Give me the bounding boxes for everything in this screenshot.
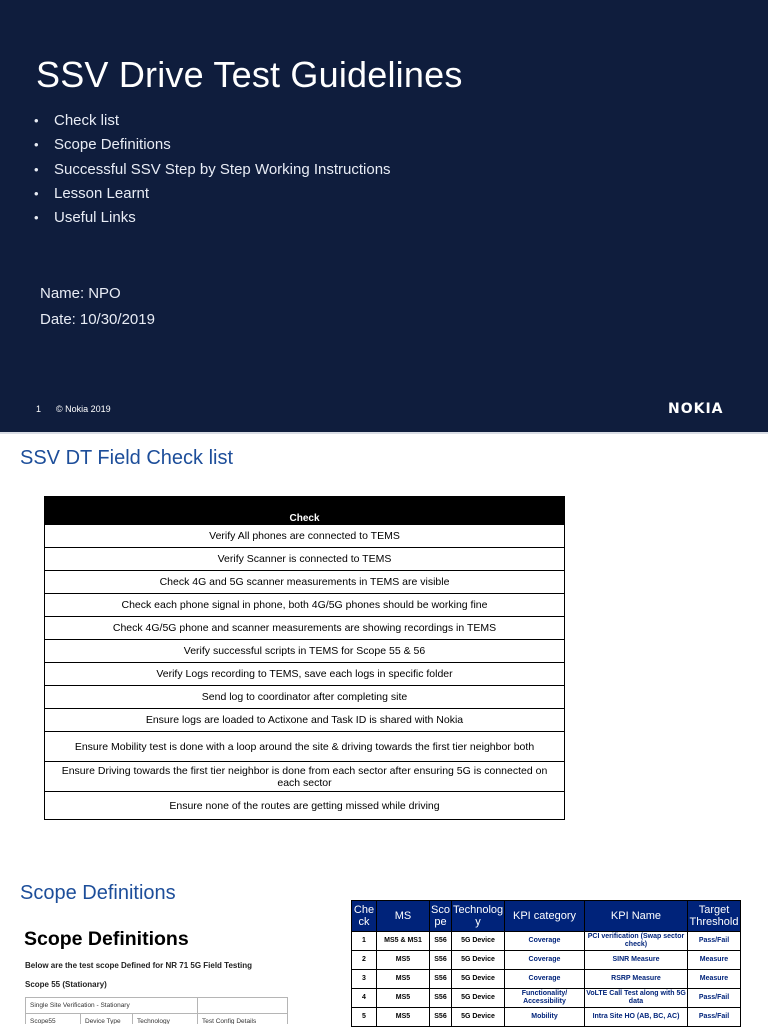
kpi-cell: S56 xyxy=(430,932,452,951)
kpi-cell: 5G Device xyxy=(452,932,505,951)
scope-config-cell: Test Config Details xyxy=(198,1014,288,1025)
kpi-cell: 5G Device xyxy=(452,970,505,989)
checklist-row: Verify All phones are connected to TEMS xyxy=(45,525,565,548)
kpi-cell: PCI verification (Swap sector check) xyxy=(585,932,688,951)
scope-config-cell: Single Site Verification - Stationary xyxy=(26,998,198,1014)
kpi-row xyxy=(352,932,741,951)
name-label: Name: xyxy=(40,285,85,302)
agenda-item-label: Successful SSV Step by Step Working Instructions xyxy=(54,160,391,178)
kpi-header: MS xyxy=(377,901,430,932)
kpi-cell: Pass/Fail xyxy=(688,932,741,951)
agenda-item-label: Scope Definitions xyxy=(54,136,171,154)
scope-definitions-panel xyxy=(0,908,300,1024)
panel-scope-label: Scope 55 (Stationary) xyxy=(25,980,107,989)
checklist-row: Ensure Driving towards the first tier neighbor is done from each sector after ensuring 5G is connected on each sector xyxy=(45,762,565,792)
bullet-icon: • xyxy=(34,161,39,177)
kpi-cell: MS5 xyxy=(377,1008,430,1027)
kpi-cell: Mobility xyxy=(505,1008,585,1027)
kpi-cell: 3 xyxy=(352,970,377,989)
kpi-cell: 5 xyxy=(352,1008,377,1027)
kpi-cell: MS5 & MS1 xyxy=(377,932,430,951)
checklist-header: Check xyxy=(45,497,565,525)
checklist-row: Verify Scanner is connected to TEMS xyxy=(45,548,565,571)
bullet-icon: • xyxy=(34,185,39,201)
kpi-cell: Coverage xyxy=(505,970,585,989)
copyright-text: © Nokia 2019 xyxy=(56,404,111,414)
kpi-cell: Coverage xyxy=(505,932,585,951)
kpi-cell: Intra Site HO (AB, BC, AC) xyxy=(585,1008,688,1027)
kpi-cell: Measure xyxy=(688,951,741,970)
scope-config-cell: Scope55 xyxy=(26,1014,81,1025)
slide-title: SSV Drive Test Guidelines xyxy=(36,54,463,95)
checklist-row: Check each phone signal in phone, both 4G/5G phones should be working fine xyxy=(45,594,565,617)
checklist-row: Check 4G/5G phone and scanner measurements are showing recordings in TEMS xyxy=(45,617,565,640)
checklist-row: Ensure none of the routes are getting missed while driving xyxy=(45,792,565,820)
kpi-cell: S56 xyxy=(430,970,452,989)
kpi-cell: 5G Device xyxy=(452,1008,505,1027)
panel-title: Scope Definitions xyxy=(24,928,189,950)
checklist-row: Ensure logs are loaded to Actixone and Task ID is shared with Nokia xyxy=(45,709,565,732)
date-line xyxy=(40,311,155,328)
kpi-cell: MS5 xyxy=(377,970,430,989)
kpi-cell: 5G Device xyxy=(452,951,505,970)
kpi-cell: 5G Device xyxy=(452,989,505,1008)
date-value: 10/30/2019 xyxy=(79,311,155,328)
kpi-header: KPI category xyxy=(505,901,585,932)
nokia-logo: NOKIA xyxy=(668,401,724,417)
kpi-row xyxy=(352,951,741,970)
kpi-cell: VoLTE Call Test along with 5G data xyxy=(585,989,688,1008)
agenda-item-label: Check list xyxy=(54,112,120,129)
checklist-row: Verify successful scripts in TEMS for Scope 55 & 56 xyxy=(45,640,565,663)
agenda-item-label: Lesson Learnt xyxy=(54,184,150,202)
kpi-row xyxy=(352,989,741,1008)
kpi-cell: 4 xyxy=(352,989,377,1008)
kpi-cell: S56 xyxy=(430,951,452,970)
agenda-item-label: Useful Links xyxy=(54,209,136,227)
kpi-cell: S56 xyxy=(430,1008,452,1027)
scope-config-cell: Device Type xyxy=(81,1014,133,1025)
checklist-table xyxy=(44,496,565,820)
kpi-cell: S56 xyxy=(430,989,452,1008)
kpi-cell: Measure xyxy=(688,970,741,989)
kpi-cell: Pass/Fail xyxy=(688,989,741,1008)
panel-subtitle: Below are the test scope Defined for NR 71 5G Field Testing xyxy=(25,961,253,970)
agenda-item xyxy=(34,208,391,232)
kpi-header: Technolog y xyxy=(452,901,505,932)
kpi-header: Che ck xyxy=(352,901,377,932)
kpi-cell: SINR Measure xyxy=(585,951,688,970)
slide-divider xyxy=(0,432,768,434)
kpi-cell: MS5 xyxy=(377,989,430,1008)
kpi-cell: Coverage xyxy=(505,951,585,970)
checklist-row: Verify Logs recording to TEMS, save each logs in specific folder xyxy=(45,663,565,686)
agenda-list xyxy=(34,111,391,232)
agenda-item xyxy=(34,160,391,184)
scope-config-table xyxy=(25,997,288,1024)
date-label: Date: xyxy=(40,311,76,328)
title-slide xyxy=(0,0,768,432)
kpi-cell: Functionality/ Accessibility xyxy=(505,989,585,1008)
kpi-table xyxy=(351,900,741,1027)
scope-title: Scope Definitions xyxy=(20,882,176,904)
checklist-row: Check 4G and 5G scanner measurements in TEMS are visible xyxy=(45,571,565,594)
kpi-cell: RSRP Measure xyxy=(585,970,688,989)
page-number: 1 xyxy=(36,404,42,414)
checklist-title: SSV DT Field Check list xyxy=(20,447,234,469)
kpi-header: Target Threshold xyxy=(688,901,741,932)
kpi-cell: Pass/Fail xyxy=(688,1008,741,1027)
name-value: NPO xyxy=(88,285,121,302)
bullet-icon: • xyxy=(34,113,39,128)
kpi-header: KPI Name xyxy=(585,901,688,932)
kpi-cell: MS5 xyxy=(377,951,430,970)
agenda-item xyxy=(34,111,391,135)
bullet-icon: • xyxy=(34,137,39,153)
scope-config-cell: Technology xyxy=(133,1014,198,1025)
agenda-item xyxy=(34,184,391,208)
kpi-header: Sco pe xyxy=(430,901,452,932)
author-line xyxy=(40,285,121,302)
bullet-icon: • xyxy=(34,210,39,226)
kpi-row xyxy=(352,970,741,989)
scope-config-cell xyxy=(198,998,288,1014)
checklist-row: Send log to coordinator after completing site xyxy=(45,686,565,709)
agenda-item xyxy=(34,135,391,159)
kpi-cell: 1 xyxy=(352,932,377,951)
checklist-row: Ensure Mobility test is done with a loop around the site & driving towards the first tier neighbor both xyxy=(45,732,565,762)
kpi-cell: 2 xyxy=(352,951,377,970)
